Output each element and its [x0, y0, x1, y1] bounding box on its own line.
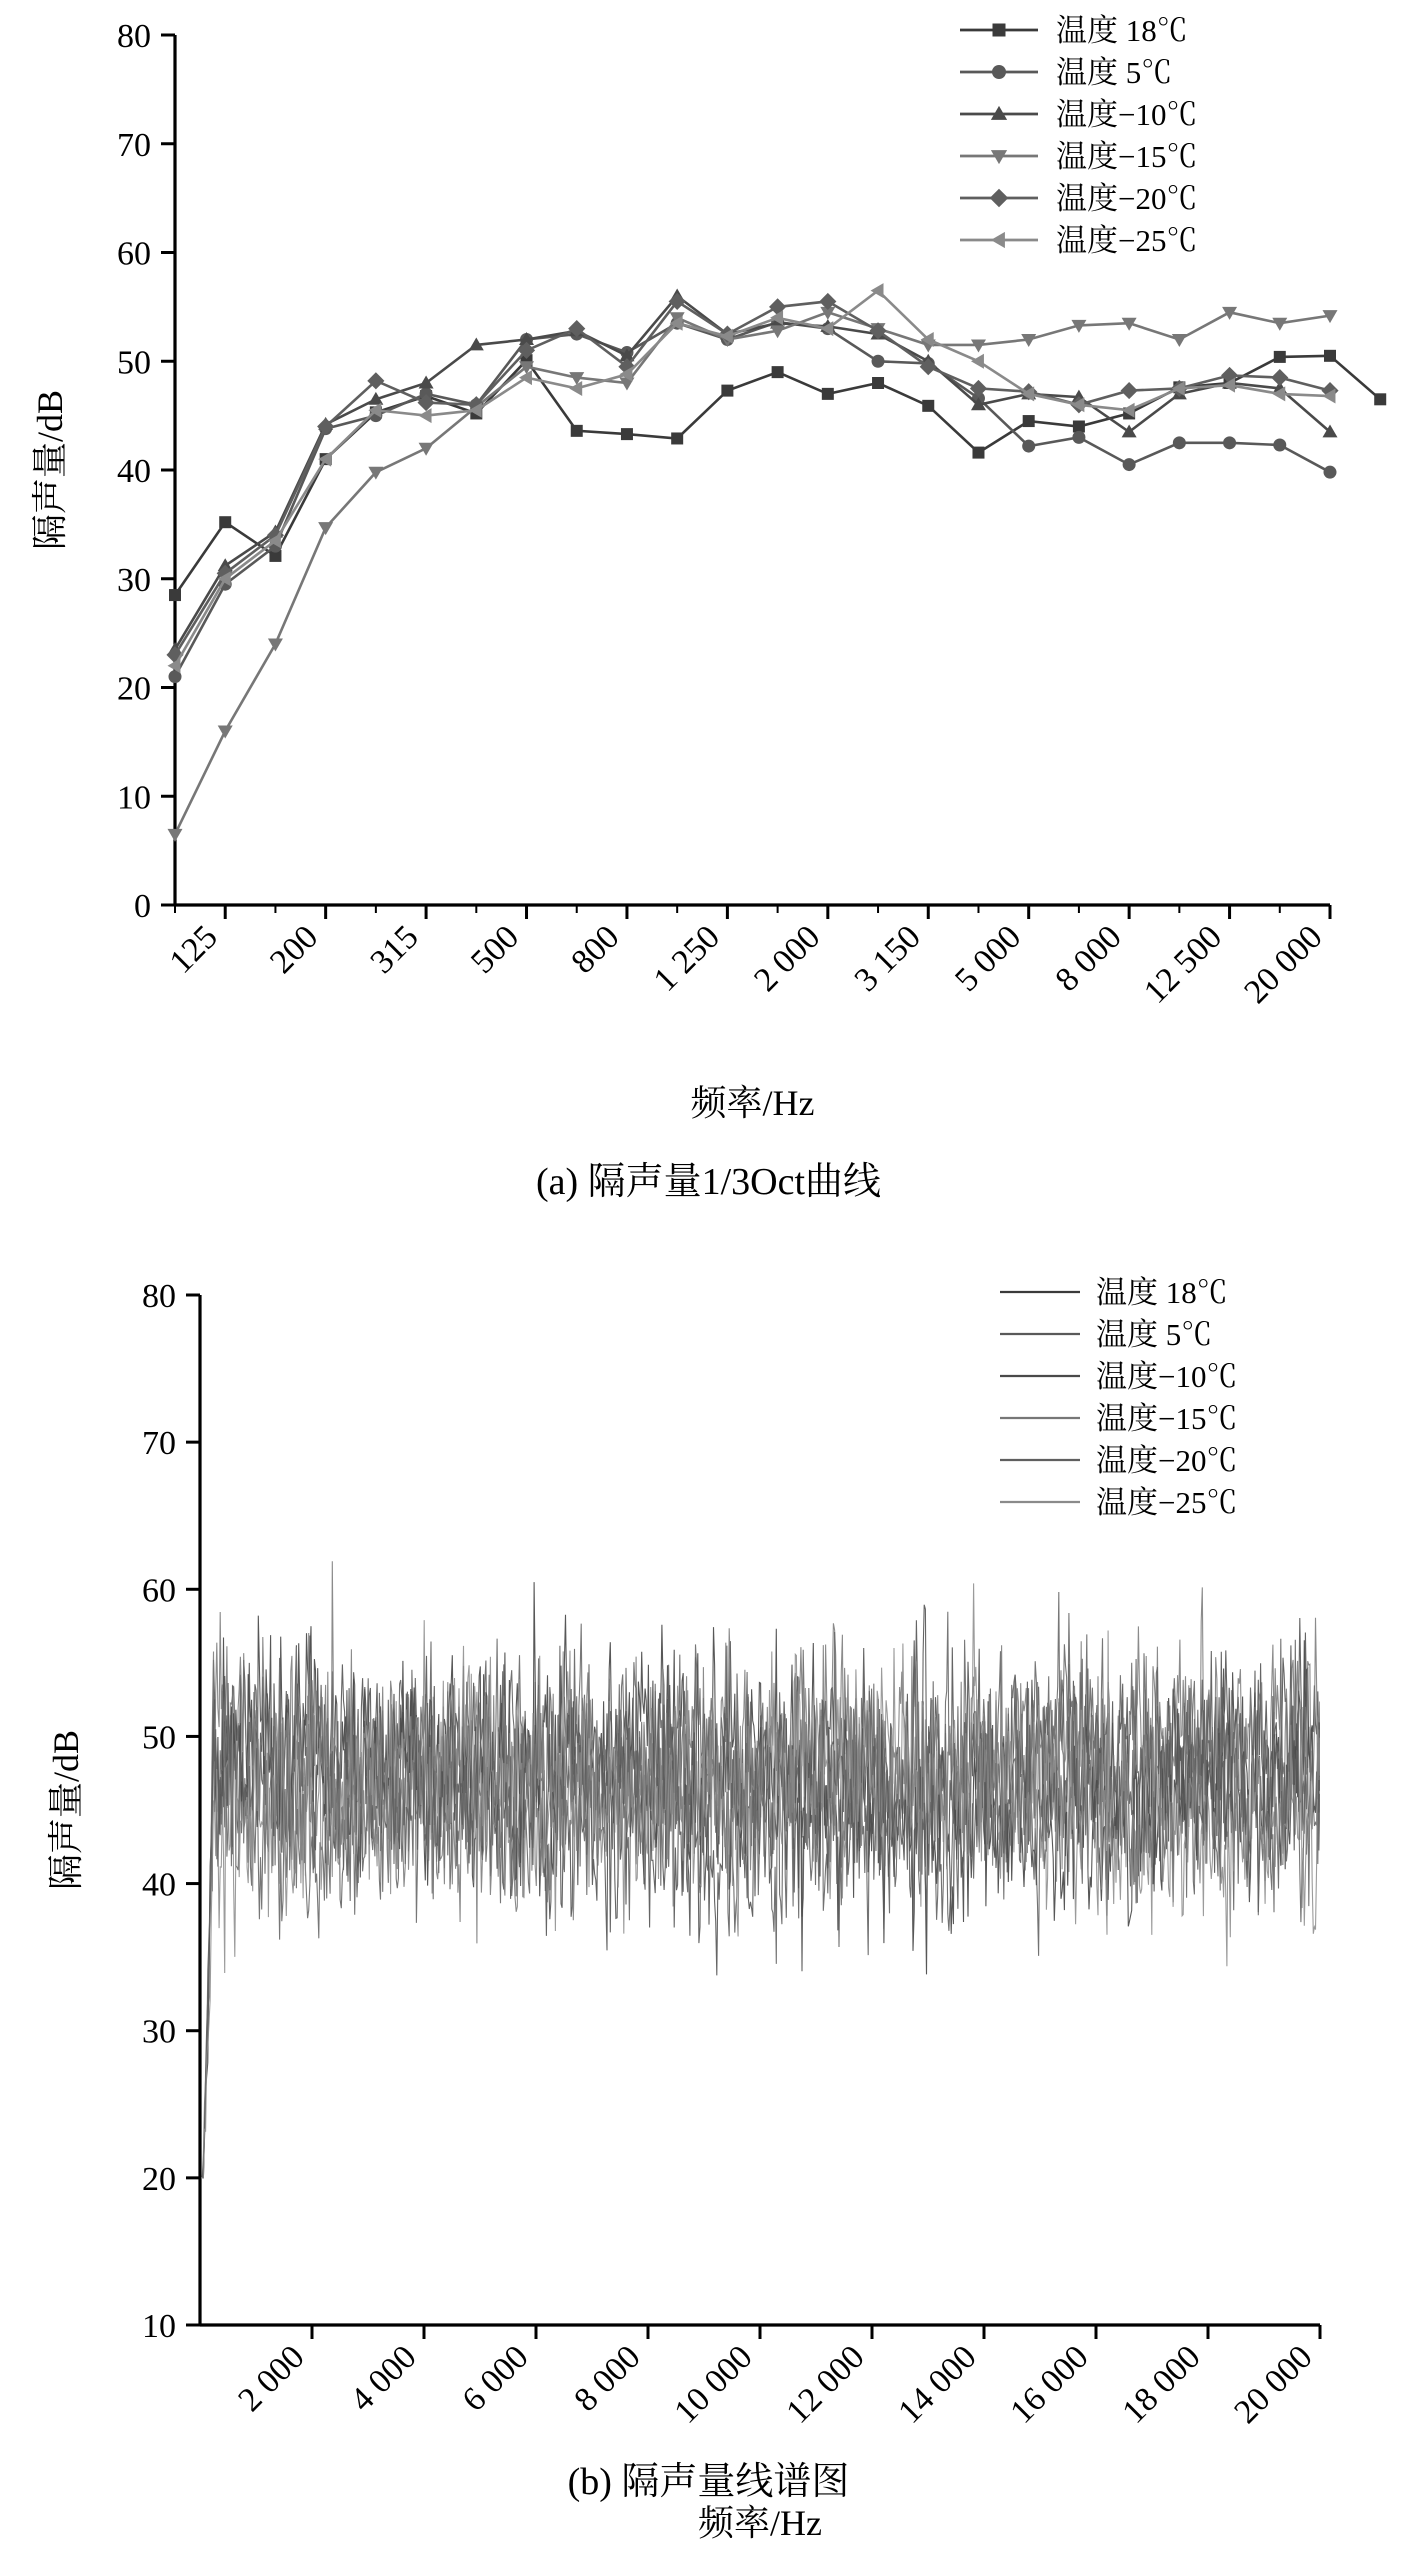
x-tick-label: 2 000 — [747, 918, 828, 999]
legend-a — [960, 13, 1197, 258]
y-tick-label: 50 — [117, 344, 151, 382]
chart-panel-a — [0, 0, 1417, 1250]
x-tick-label: 4 000 — [343, 2338, 424, 2419]
x-tick-label: 315 — [363, 918, 426, 981]
series-marker-circle — [1324, 466, 1337, 479]
x-tick-label: 12 000 — [779, 2338, 872, 2431]
legend-label: 温度 5℃ — [1056, 55, 1173, 90]
y-tick-label: 60 — [142, 1572, 176, 1610]
x-tick-label: 18 000 — [1115, 2338, 1208, 2431]
x-tick-label: 200 — [263, 918, 326, 981]
legend-label: 温度−10℃ — [1056, 97, 1198, 132]
series-line — [175, 356, 1380, 595]
x-tick-label: 8 000 — [1048, 918, 1129, 999]
chart-panel-b — [0, 1250, 1417, 2550]
legend-label: 温度−15℃ — [1096, 1401, 1238, 1436]
series-marker-triangle-down — [419, 443, 434, 456]
legend-label: 温度 5℃ — [1096, 1317, 1213, 1352]
y-tick-label: 80 — [142, 1278, 176, 1315]
series-marker-triangle-down — [1272, 318, 1287, 331]
y-axis-title: 隔声量/dB — [30, 389, 70, 551]
series-marker-triangle-left — [991, 232, 1005, 248]
series-marker-circle — [1273, 438, 1286, 451]
series-marker-triangle-down — [268, 639, 283, 652]
x-axis-title: 频率/Hz — [690, 1083, 815, 1123]
y-tick-label: 30 — [117, 561, 151, 599]
series-marker-square — [1274, 351, 1286, 363]
series-marker-circle — [1123, 458, 1136, 471]
series-marker-diamond — [1121, 382, 1138, 399]
series-marker-square — [621, 428, 633, 440]
legend-label: 温度 18℃ — [1096, 1275, 1228, 1310]
chart-a-canvas — [0, 0, 1417, 1150]
legend-label: 温度−20℃ — [1056, 181, 1198, 216]
panel-b-caption: (b) 隔声量线谱图 — [567, 2461, 850, 2503]
series-marker-triangle-left — [971, 354, 984, 369]
series-marker-triangle-down — [218, 726, 233, 739]
y-axis-title: 隔声量/dB — [46, 1729, 86, 1891]
series-marker-square — [1023, 415, 1035, 427]
x-tick-label: 14 000 — [891, 2338, 984, 2431]
series-marker-square — [721, 385, 733, 397]
y-tick-label: 70 — [142, 1425, 176, 1463]
y-tick-label: 0 — [134, 888, 151, 925]
x-tick-label: 5 000 — [948, 918, 1029, 999]
legend-label: 温度−10℃ — [1096, 1359, 1238, 1394]
series-line — [175, 322, 1330, 676]
series-marker-circle — [1223, 436, 1236, 449]
y-tick-label: 80 — [117, 18, 151, 55]
series-marker-diamond — [769, 298, 786, 315]
series-marker-square — [822, 388, 834, 400]
y-tick-label: 30 — [142, 2013, 176, 2051]
series-marker-triangle-down — [1172, 334, 1187, 347]
series-line — [175, 291, 1330, 666]
y-tick-label: 40 — [117, 453, 151, 490]
y-tick-label: 20 — [117, 670, 151, 708]
series-marker-square — [872, 377, 884, 389]
y-tick-label: 70 — [117, 126, 151, 164]
legend-label: 温度−25℃ — [1056, 223, 1198, 258]
series-marker-square — [972, 447, 984, 459]
series-marker-square — [1374, 393, 1386, 405]
series-marker-triangle-down — [318, 522, 333, 535]
series-marker-square — [1073, 421, 1085, 433]
series-marker-diamond — [920, 358, 937, 375]
x-tick-label: 10 000 — [667, 2338, 760, 2431]
x-tick-label: 2 000 — [231, 2338, 312, 2419]
x-tick-label: 500 — [463, 918, 527, 981]
series-marker-circle — [872, 355, 885, 368]
x-tick-label: 3 150 — [847, 918, 928, 999]
series-line — [175, 301, 1330, 655]
series-marker-circle — [1022, 440, 1035, 453]
x-tick-label: 8 000 — [567, 2338, 648, 2419]
x-tick-label: 20 000 — [1227, 2338, 1320, 2431]
series-marker-square — [1324, 350, 1336, 362]
x-tick-label: 1 250 — [646, 918, 728, 999]
y-tick-label: 50 — [142, 1719, 176, 1757]
legend-label: 温度−20℃ — [1096, 1443, 1238, 1478]
x-axis-title: 频率/Hz — [698, 2503, 822, 2543]
x-tick-label: 20 000 — [1237, 918, 1330, 1011]
y-tick-label: 10 — [117, 779, 151, 817]
spectrum-line — [200, 1583, 1320, 2177]
series-marker-square — [993, 24, 1006, 37]
y-tick-label: 40 — [142, 1866, 176, 1904]
x-tick-label: 12 500 — [1136, 918, 1230, 1011]
series-marker-circle — [1173, 436, 1186, 449]
series-marker-square — [671, 432, 683, 444]
series-marker-circle — [1072, 431, 1085, 444]
legend-b — [1000, 1275, 1237, 1520]
series-marker-square — [922, 400, 934, 412]
series-marker-triangle-left — [419, 408, 432, 423]
series-marker-diamond — [990, 189, 1009, 208]
x-tick-label: 16 000 — [1003, 2338, 1096, 2431]
legend-label: 温度−25℃ — [1096, 1485, 1238, 1520]
series-marker-square — [571, 425, 583, 437]
x-tick-label: 6 000 — [455, 2338, 536, 2419]
panel-a-caption: (a) 隔声量1/3Oct曲线 — [535, 1161, 882, 1203]
series-marker-square — [772, 366, 784, 378]
y-tick-label: 20 — [142, 2160, 176, 2198]
series-marker-diamond — [1271, 369, 1288, 386]
y-tick-label: 60 — [117, 235, 151, 273]
series-marker-square — [219, 516, 231, 528]
series-marker-square — [169, 589, 181, 601]
series-marker-triangle-down — [168, 829, 183, 842]
legend-label: 温度−15℃ — [1056, 139, 1198, 174]
y-tick-label: 10 — [142, 2308, 176, 2345]
series-line — [175, 296, 1330, 649]
legend-label: 温度 18℃ — [1056, 13, 1188, 48]
series-marker-circle — [992, 65, 1006, 79]
x-tick-label: 800 — [564, 918, 627, 981]
x-tick-label: 125 — [162, 918, 225, 981]
